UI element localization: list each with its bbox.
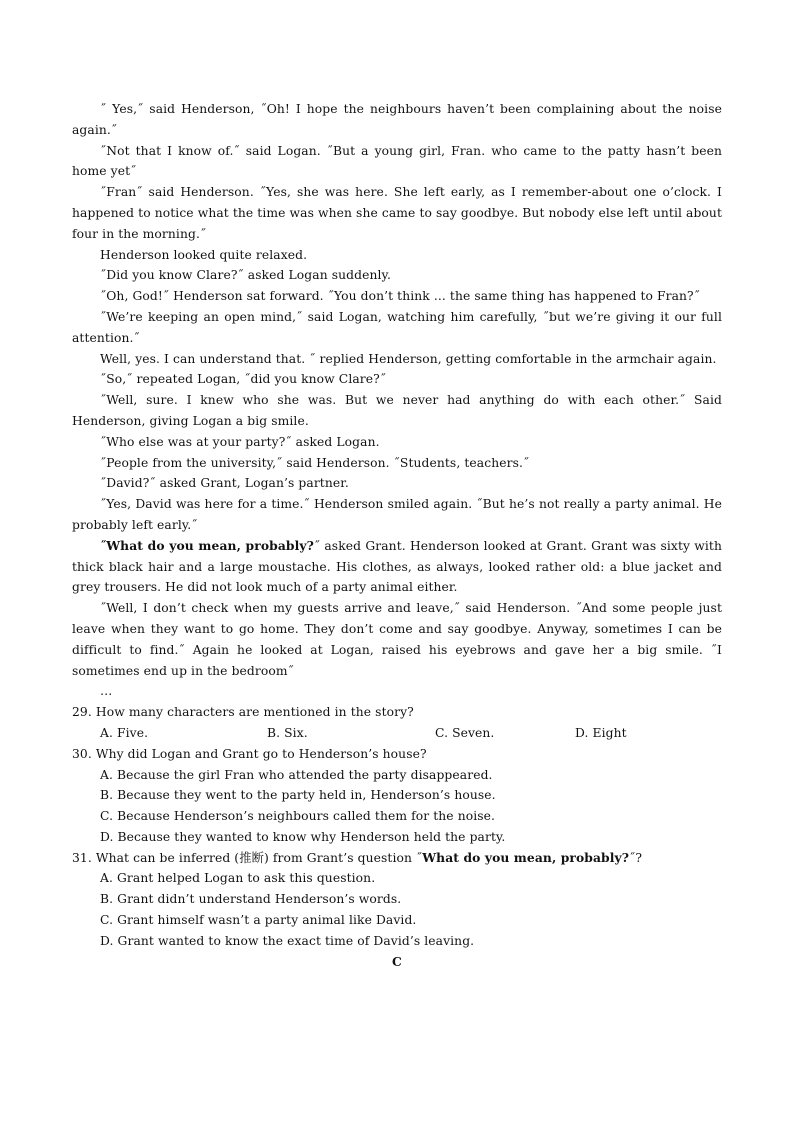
document-page [72, 99, 722, 972]
option-a[interactable]: A. Because the girl Fran who attended the party disappeared. [100, 767, 493, 782]
story-paragraph: ˝ Yes,˝ said Henderson, ˝Oh! I hope the neighbours haven’t been complaining about the noise again.˝ [72, 102, 722, 137]
story-paragraph: ˝Yes, David was here for a time.˝ Henderson smiled again. ˝But he’s not really a party animal. He probably left early.˝ [72, 497, 722, 532]
option-a[interactable]: A. Grant helped Logan to ask this question. [100, 871, 376, 886]
option-d[interactable]: D. Grant wanted to know the exact time of David’s leaving. [100, 933, 475, 948]
story-paragraph: ˝Not that I know of.˝ said Logan. ˝But a young girl, Fran. who came to the patty hasn’t been home yet˝ [72, 143, 722, 179]
option-b[interactable]: B. Because they went to the party held in, Henderson’s house. [100, 788, 496, 803]
story-ellipsis: … [100, 684, 113, 699]
question-29-stem: 29. How many characters are mentioned in the story? [72, 705, 414, 720]
story-paragraph: ˝So,˝ repeated Logan, ˝did you know Clare?˝ [100, 372, 387, 387]
grant-question-paragraph [72, 536, 722, 598]
option-d[interactable]: D. Because they wanted to know why Henderson held the party. [100, 829, 506, 844]
section-letter: C [392, 953, 402, 969]
question-31-stem [72, 848, 722, 869]
option-c[interactable]: C. Seven. [435, 725, 495, 740]
option-d[interactable]: D. Eight [575, 725, 627, 740]
grant-question-bold: ˝What do you mean, probably? [100, 537, 314, 553]
story-paragraph: Henderson looked quite relaxed. [100, 247, 308, 262]
story-paragraph: ˝Well, sure. I knew who she was. But we never had anything do with each other.˝ Said Henderson, giving Logan a big smile. [72, 393, 722, 428]
option-c[interactable]: C. Because Henderson’s neighbours called them for the noise. [100, 809, 496, 824]
story-paragraph: ˝Well, I don’t check when my guests arrive and leave,˝ said Henderson. ˝And some people just leave when they want to go home. They don’t come and say goodbye. Anyway, sometimes I can be difficult to find.˝ Again he looked at Logan, raised his eyebrows and gave her a big smile. ˝I sometimes end up in the bedroom˝ [72, 601, 722, 678]
question-29-options [72, 723, 722, 744]
option-a[interactable]: A. Five. [100, 725, 149, 740]
question-31-stem-suffix: ˝? [629, 850, 643, 865]
option-b[interactable]: B. Six. [267, 725, 308, 740]
story-paragraph: Well, yes. I can understand that. ˝ replied Henderson, getting comfortable in the armchair again. [100, 351, 717, 366]
grant-question-rest: ˝ asked Grant. Henderson looked at Grant. Grant was sixty with thick black hair and a large moustache. His clothes, as always, looked rather old: a blue jacket and grey trousers. He did not look much of a party animal either. [72, 538, 722, 595]
story-paragraph: ˝Who else was at your party?˝ asked Logan. [100, 434, 380, 449]
question-31-stem-bold: What do you mean, probably? [422, 849, 630, 865]
story-paragraph: ˝We’re keeping an open mind,˝ said Logan, watching him carefully, ˝but we’re giving it our full attention.˝ [72, 309, 722, 345]
story-paragraph: ˝Did you know Clare?˝ asked Logan suddenly. [100, 268, 391, 283]
option-b[interactable]: B. Grant didn’t understand Henderson’s words. [100, 892, 402, 907]
story-paragraph: ˝Fran˝ said Henderson. ˝Yes, she was here. She left early, as I remember-about one o’clock. I happened to notice what the time was when she came to say goodbye. But nobody else left until about four in the morning.˝ [72, 185, 722, 241]
question-30-stem: 30. Why did Logan and Grant go to Henderson’s house? [72, 746, 427, 761]
story-paragraph: ˝People from the university,˝ said Henderson. ˝Students, teachers.˝ [100, 455, 530, 470]
question-31-stem-prefix: 31. What can be inferred (推断) from Grant’s question ˝ [72, 850, 423, 865]
story-paragraph: ˝David?˝ asked Grant, Logan’s partner. [100, 476, 349, 491]
option-c[interactable]: C. Grant himself wasn’t a party animal like David. [100, 913, 417, 928]
story-paragraph: ˝Oh, God!˝ Henderson sat forward. ˝You don’t think ... the same thing has happened to Fran?˝ [100, 289, 701, 304]
